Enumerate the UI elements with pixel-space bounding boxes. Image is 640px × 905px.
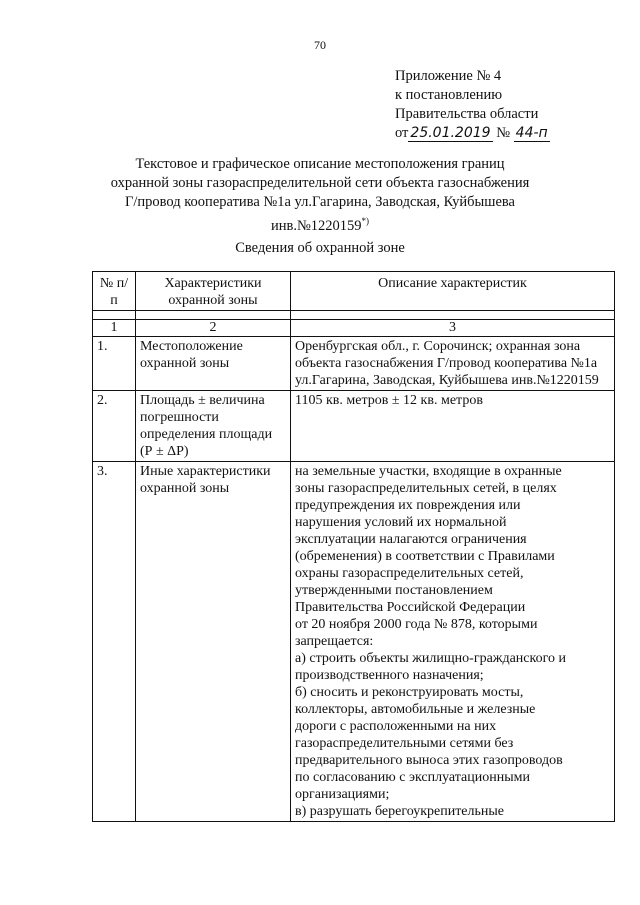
number-prefix: №: [496, 125, 511, 141]
description-line: (обременения) в соответствии с Правилами: [295, 549, 555, 564]
column-number: 1: [93, 320, 136, 337]
description-line: б) сносить и реконструировать мосты,: [295, 685, 524, 700]
table-row: [93, 337, 615, 391]
row-description: Оренбургская обл., г. Сорочинск; охранная зона объекта газоснабжения Г/провод кооператива №1а ул.Гагарина, Заводская, Куйбышева инв.№1220159: [291, 337, 615, 391]
description-line: газораспределительными сетями без: [295, 736, 514, 751]
column-numbering-row: [93, 320, 615, 337]
title-line: Г/провод кооператива №1а ул.Гагарина, Заводская, Куйбышева: [125, 194, 515, 210]
description-line: предварительного выноса этих газопроводов: [295, 753, 563, 768]
description-line: по согласованию с эксплуатационными: [295, 770, 530, 785]
row-characteristic: Площадь ± величина погрешности определения площади (Р ± ΔР): [136, 391, 291, 462]
header-num: № п/п: [93, 272, 136, 311]
description-line: производственного назначения;: [295, 668, 484, 683]
description-line: на земельные участки, входящие в охранные: [295, 464, 562, 479]
date-prefix: от: [395, 125, 409, 141]
description-line: а) строить объекты жилищно-гражданского и: [295, 651, 566, 666]
header-description: Описание характеристик: [291, 272, 615, 311]
row-number: 1.: [93, 337, 136, 391]
handwritten-date: 25.01.2019: [410, 125, 491, 141]
description-line: предупреждения их повреждения или: [295, 498, 521, 513]
appendix-title: Приложение № 4: [395, 68, 502, 84]
description-line: от 20 ноября 2000 года № 878, которыми: [295, 617, 538, 632]
description-line: охраны газораспределительных сетей,: [295, 566, 524, 581]
row-characteristic: Иные характеристики охранной зоны: [136, 462, 291, 822]
row-characteristic: Местоположение охранной зоны: [136, 337, 291, 391]
description-line: дороги с расположенными на них: [295, 719, 497, 734]
description-line: эксплуатации налагаются ограничения: [295, 532, 527, 547]
column-number: 2: [136, 320, 291, 337]
header-characteristic: Характеристики охранной зоны: [136, 272, 291, 311]
zone-table: [92, 271, 615, 822]
description-line: коллекторы, автомобильные и железные: [295, 702, 536, 717]
description-line: утвержденными постановлением: [295, 583, 493, 598]
description-line: Правительства Российской Федерации: [295, 600, 526, 615]
handwritten-number: 44-п: [515, 125, 548, 141]
appendix-line: Правительства области: [395, 106, 539, 122]
description-line: запрещается:: [295, 634, 374, 649]
description-line: в) разрушать берегоукрепительные: [295, 804, 505, 819]
title-line: [0, 212, 640, 236]
description-line: зоны газораспределительных сетей, в целях: [295, 481, 557, 496]
section-title: Сведения об охранной зоне: [235, 240, 405, 256]
footnote-mark: *): [361, 216, 370, 226]
page-number: 70: [314, 38, 326, 52]
table-row: [93, 462, 615, 822]
row-number: 2.: [93, 391, 136, 462]
description-line: нарушения условий их нормальной: [295, 515, 507, 530]
row-description: [291, 462, 615, 822]
row-number: 3.: [93, 462, 136, 822]
inventory-number: инв.№1220159: [270, 217, 362, 234]
title-line: Текстовое и графическое описание местоположения границ: [135, 156, 505, 172]
spacer-row: [93, 311, 615, 320]
description-line: организациями;: [295, 787, 390, 802]
appendix-date-line: [395, 124, 550, 143]
table-header-row: [93, 272, 615, 311]
appendix-block: [395, 67, 550, 143]
table-row: [93, 391, 615, 462]
title-line: охранной зоны газораспределительной сети объекта газоснабжения: [110, 175, 530, 191]
row-description: 1105 кв. метров ± 12 кв. метров: [291, 391, 615, 462]
appendix-line: к постановлению: [395, 87, 503, 103]
column-number: 3: [291, 320, 615, 337]
document-title: [0, 155, 640, 236]
